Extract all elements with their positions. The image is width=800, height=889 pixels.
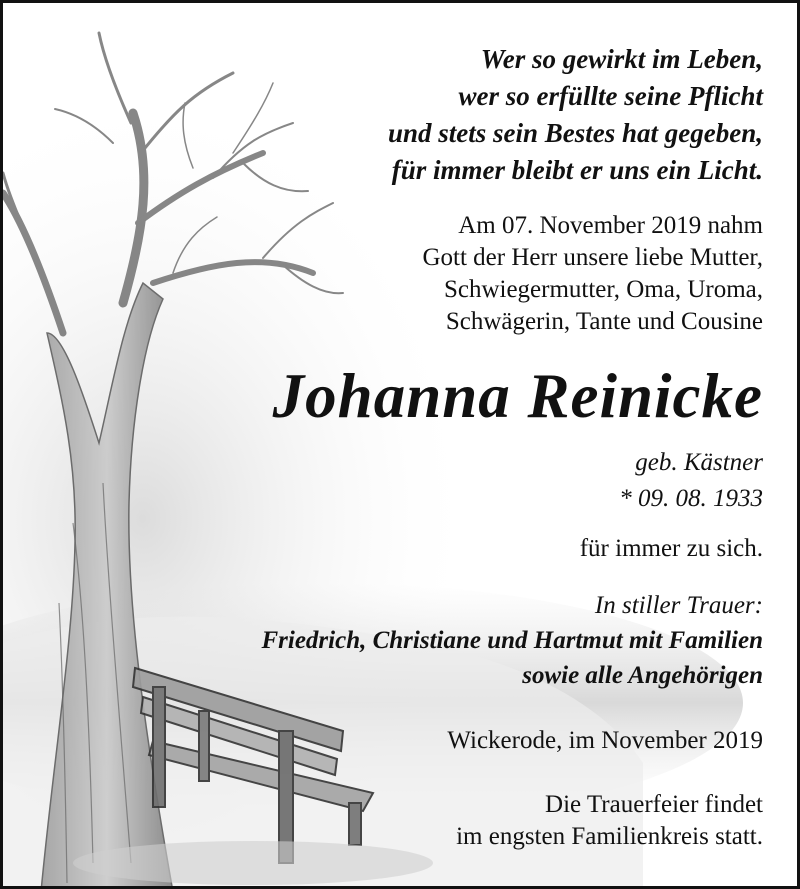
announcement-line: Schwiegermutter, Oma, Uroma, xyxy=(443,276,763,303)
mourners-list xyxy=(261,623,763,693)
place-and-date: Wickerode, im November 2019 xyxy=(447,727,763,754)
funeral-service-note xyxy=(456,789,763,853)
taken-home-text: für immer zu sich. xyxy=(579,535,763,562)
birth-name: geb. Kästner xyxy=(635,449,763,476)
death-announcement xyxy=(422,210,763,338)
announcement-line: Gott der Herr unsere liebe Mutter, xyxy=(422,244,763,271)
service-line: im engsten Familienkreis statt. xyxy=(456,823,763,850)
mourners-line: Friedrich, Christiane und Hartmut mit Familien xyxy=(261,627,763,654)
mourners-line: sowie alle Angehörigen xyxy=(522,662,763,689)
poem-line: für immer bleibt er uns ein Licht. xyxy=(391,155,763,185)
announcement-line: Schwägerin, Tante und Cousine xyxy=(445,308,763,335)
poem-line: Wer so gewirkt im Leben, xyxy=(480,44,763,74)
birth-info xyxy=(619,445,763,517)
announcement-line: Am 07. November 2019 nahm xyxy=(458,212,763,239)
poem-line: und stets sein Bestes hat gegeben, xyxy=(387,118,763,148)
service-line: Die Trauerfeier findet xyxy=(545,791,763,818)
deceased-name: Johanna Reinicke xyxy=(272,361,763,431)
memorial-poem xyxy=(388,41,763,189)
birth-date: * 09. 08. 1933 xyxy=(619,485,763,512)
poem-line: wer so erfüllte seine Pflicht xyxy=(458,81,763,111)
mourning-label: In stiller Trauer: xyxy=(594,592,763,619)
